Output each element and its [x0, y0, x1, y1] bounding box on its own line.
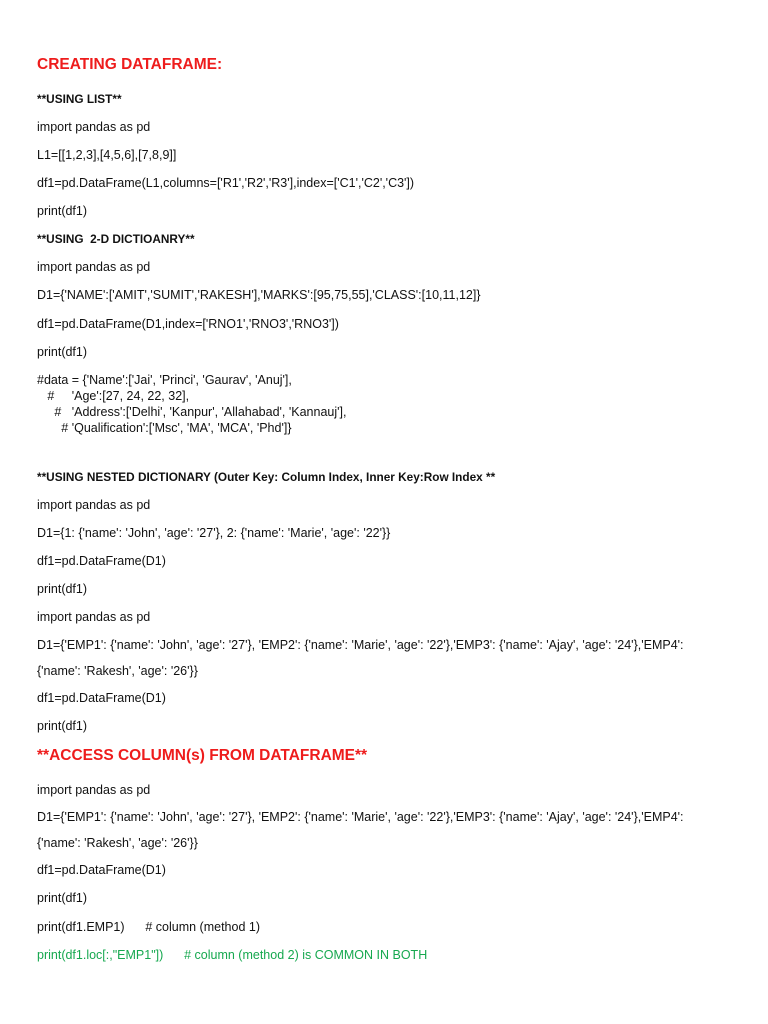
code-line: import pandas as pd [37, 498, 151, 512]
code-line: print(df1.EMP1) # column (method 1) [37, 920, 261, 934]
heading-creating-dataframe: CREATING DATAFRAME: [37, 56, 223, 73]
code-line: print(df1) [37, 891, 88, 905]
code-line: df1=pd.DataFrame(D1) [37, 554, 166, 568]
code-line: df1=pd.DataFrame(D1) [37, 863, 166, 877]
subheading-using-nested-dictionary: **USING NESTED DICTIONARY (Outer Key: Column Index, Inner Key:Row Index ** [37, 470, 496, 484]
code-line: import pandas as pd [37, 610, 151, 624]
code-line: import pandas as pd [37, 120, 151, 134]
code-line: import pandas as pd [37, 783, 151, 797]
code-line-wrapped: D1={'EMP1': {'name': 'John', 'age': '27'}, 'EMP2': {'name': 'Marie', 'age': '22'},'EMP3': {'name': 'Ajay', 'age': '24'},'EMP4': {'name': 'Rakesh', 'age': '26'}} [37, 638, 684, 678]
code-line: print(df1) [37, 582, 88, 596]
code-line: print(df1) [37, 345, 88, 359]
code-line-highlighted: print(df1.loc[:,"EMP1"]) # column (method 2) is COMMON IN BOTH [37, 948, 428, 962]
code-line-wrapped: D1={'EMP1': {'name': 'John', 'age': '27'}, 'EMP2': {'name': 'Marie', 'age': '22'},'EMP3': {'name': 'Ajay', 'age': '24'},'EMP4': {'name': 'Rakesh', 'age': '26'}} [37, 810, 684, 850]
code-line: D1={'NAME':['AMIT','SUMIT','RAKESH'],'MARKS':[95,75,55],'CLASS':[10,11,12]} [37, 288, 481, 302]
code-comment-line: # 'Qualification':['Msc', 'MA', 'MCA', 'Phd']} [37, 421, 292, 435]
heading-access-columns: **ACCESS COLUMN(s) FROM DATAFRAME** [37, 747, 368, 764]
code-line: df1=pd.DataFrame(D1,index=['RNO1','RNO3','RNO3']) [37, 317, 339, 331]
subheading-using-list: **USING LIST** [37, 92, 122, 106]
code-line: df1=pd.DataFrame(D1) [37, 691, 166, 705]
code-comment-line: #data = {'Name':['Jai', 'Princi', 'Gaurav', 'Anuj'], [37, 373, 292, 387]
code-line: D1={1: {'name': 'John', 'age': '27'}, 2: {'name': 'Marie', 'age': '22'}} [37, 526, 391, 540]
code-line: print(df1) [37, 204, 88, 218]
code-line: print(df1) [37, 719, 88, 733]
code-line: L1=[[1,2,3],[4,5,6],[7,8,9]] [37, 148, 177, 162]
code-comment-line: # 'Age':[27, 24, 22, 32], [37, 389, 190, 403]
code-line: df1=pd.DataFrame(L1,columns=['R1','R2','R3'],index=['C1','C2','C3']) [37, 176, 415, 190]
subheading-using-2d-dictionary: **USING 2-D DICTIOANRY** [37, 232, 195, 246]
code-line: import pandas as pd [37, 260, 151, 274]
code-comment-line: # 'Address':['Delhi', 'Kanpur', 'Allahabad', 'Kannauj'], [37, 405, 347, 419]
